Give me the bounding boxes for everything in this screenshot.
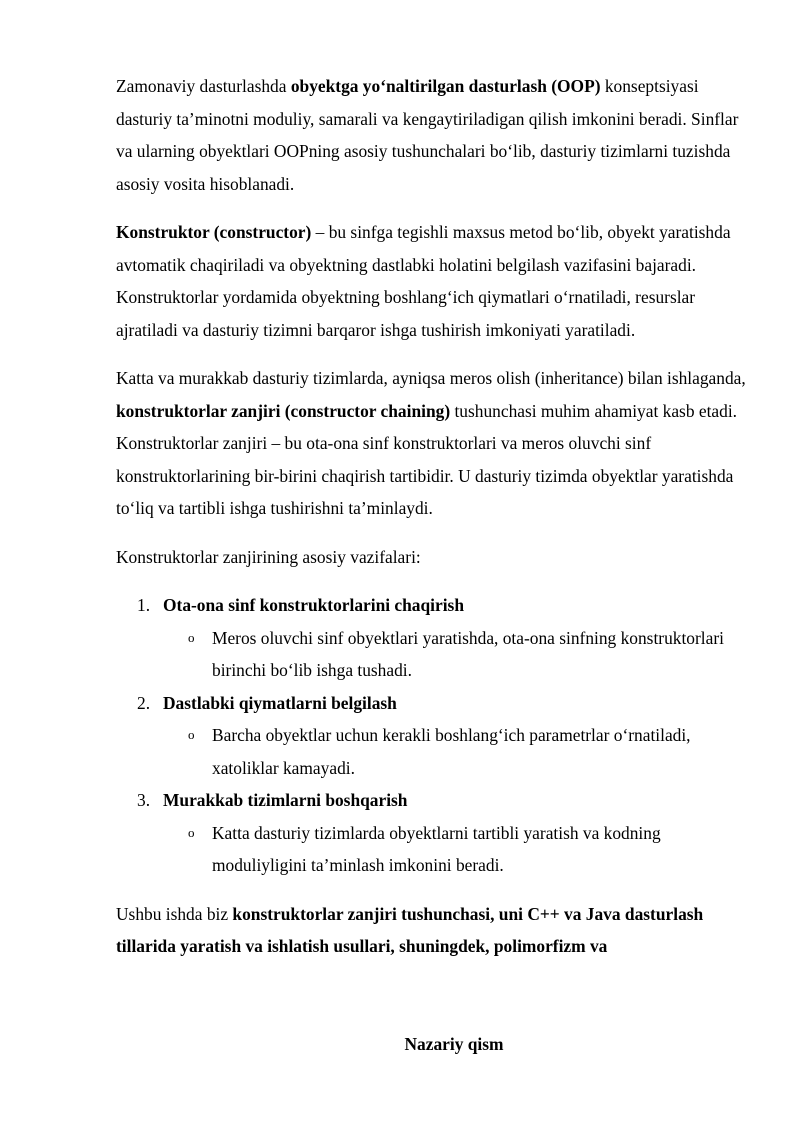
- task-description: Meros oluvchi sinf obyektlari yaratishda, ota-ona sinfning konstruktorlari birinchi bo‘lib ishga tushadi.: [212, 627, 724, 680]
- paragraph-constructor-chaining: [116, 362, 746, 525]
- circle-bullet-icon: o: [188, 824, 195, 840]
- bold-term: konstruktorlar zanjiri tushunchasi, uni C++ va Java dasturlash tillarida yaratish va ishlatish usullari, shuningdek, polimorfizm va: [116, 903, 704, 956]
- list-item: [116, 589, 746, 687]
- list-item: [116, 784, 746, 882]
- text-run: Ushbu ishda biz: [116, 903, 233, 924]
- text-run: – bu sinfga tegishli maxsus metod bo‘lib, obyekt yaratishda avtomatik chaqiriladi va obyektning dastlabki holatini belgilash vazifasini bajaradi. Konstruktorlar yordamida obyektning boshlang‘ich qiymatlari o‘rnatiladi, resurslar ajratiladi va dasturiy tizimni barqaror ishga tushirish imkoniyati yaratiladi.: [116, 222, 731, 340]
- sub-bullet-item: [116, 719, 746, 784]
- task-title: Ota-ona sinf konstruktorlarini chaqirish: [163, 595, 464, 615]
- task-title-row: [116, 784, 746, 817]
- list-item: [116, 687, 746, 785]
- paragraph-oop-intro: [116, 70, 746, 200]
- section-heading: [0, 1028, 800, 1060]
- task-title-row: [116, 687, 746, 720]
- list-number: 2.: [137, 692, 151, 713]
- bold-term: obyektga yo‘naltirilgan dasturlash (OOP): [290, 76, 601, 96]
- section-heading-text: Nazariy qism: [404, 1034, 504, 1054]
- bold-term: konstruktorlar zanjiri (constructor chaining): [116, 400, 451, 421]
- task-title-row: [116, 589, 746, 622]
- task-description: Barcha obyektlar uchun kerakli boshlang‘ich parametrlar o‘rnatiladi, xatoliklar kamayadi.: [212, 725, 691, 778]
- sub-bullet-item: [116, 622, 746, 687]
- task-title: Dastlabki qiymatlarni belgilash: [163, 692, 397, 713]
- tasks-list: [116, 589, 746, 882]
- list-number: 3.: [137, 790, 151, 810]
- document-body: [116, 70, 746, 963]
- paragraph-constructor-definition: [116, 216, 746, 346]
- text-run: Zamonaviy dasturlashda: [116, 76, 291, 96]
- task-title: Murakkab tizimlarni boshqarish: [163, 790, 408, 810]
- sub-bullet-item: [116, 817, 746, 882]
- circle-bullet-icon: o: [188, 629, 195, 645]
- paragraph-work-scope: [116, 898, 746, 963]
- list-number: 1.: [137, 595, 151, 615]
- bold-term: Konstruktor (constructor): [116, 222, 312, 242]
- list-intro: Konstruktorlar zanjirining asosiy vazifalari:: [116, 546, 421, 567]
- circle-bullet-icon: o: [188, 727, 195, 742]
- task-description: Katta dasturiy tizimlarda obyektlarni tartibli yaratish va kodning moduliyligini ta’minlash imkonini beradi.: [212, 822, 661, 875]
- text-run: konseptsiyasi dasturiy ta’minotni moduliy, samarali va kengaytiriladigan qilish imkonini beradi. Sinflar va ularning obyektlari OOPning asosiy tushunchalari bo‘lib, dasturiy tizimlarni tuzishda asosiy vosita hisoblanadi.: [116, 76, 739, 194]
- text-run: Katta va murakkab dasturiy tizimlarda, ayniqsa meros olish (inheritance) bilan ishlaganda,: [116, 368, 746, 388]
- text-run: tushunchasi muhim ahamiyat kasb etadi. Konstruktorlar zanjiri – bu ota-ona sinf konstruktorlari va meros oluvchi sinf konstruktorlarining bir-birini chaqirish tartibidir. U dasturiy tizimda obyektlar yaratishda to‘liq va tartibli ishga tushirishni ta’minlaydi.: [116, 400, 738, 518]
